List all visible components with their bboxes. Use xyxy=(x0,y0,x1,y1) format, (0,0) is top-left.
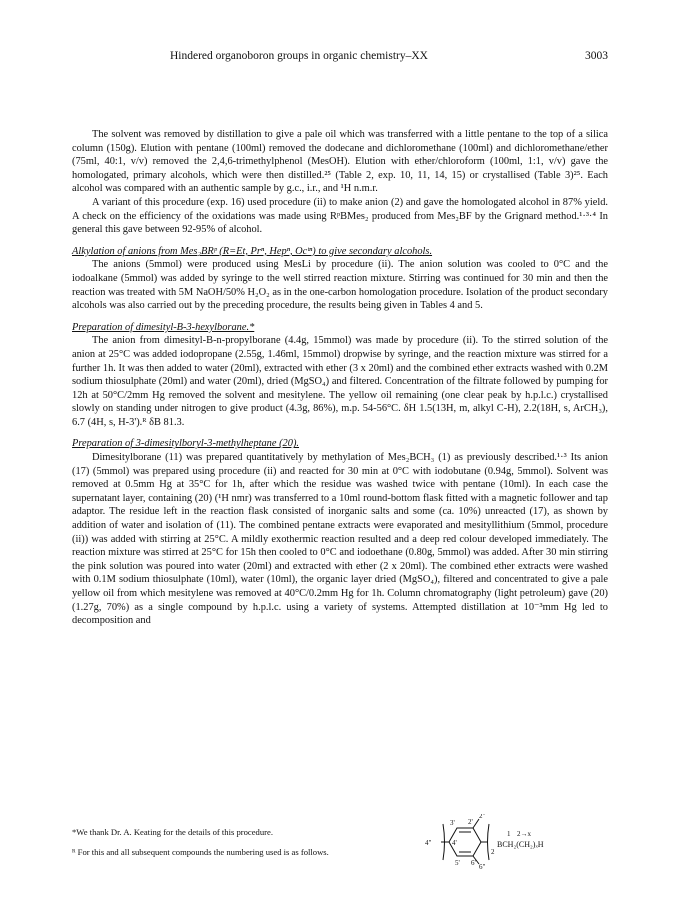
label-2dblprime: 2" xyxy=(479,814,486,820)
label-3prime: 3' xyxy=(450,819,455,827)
boron-chain-formula: BCH₂(CH₂)ₓH xyxy=(497,840,544,849)
paragraph-chromatography: The solvent was removed by distillation to give a pale oil which was transferred with a little pentane to the top of a silica column (150g). Elution with pentane (100ml) removed the dodecane and dichloromethane (100ml) and dichloromethane/ether (75ml, 40:1, v/v) removed the 2,4,6-trimethylphenol (MesOH). Elution with ether/chloroform (100ml, 1:1, v/v) gave the homologated, primary alcohols, which were then distilled.²⁵ (Table 2, exp. 10, 11, 14, 15) or crystallised (Table 3)²⁵. Each alcohol was compared with an authentic sample by g.c., i.r., and ¹H n.m.r. xyxy=(72,129,608,195)
label-4dblprime: 4" xyxy=(425,839,432,847)
page-number: 3003 xyxy=(585,50,608,62)
running-title: Hindered organoboron groups in organic chemistry–XX xyxy=(170,50,428,62)
label-6dblprime: 6" xyxy=(479,863,486,870)
paragraph-variant: A variant of this procedure (exp. 16) used procedure (ii) to make anion (2) and gave the homologated alcohol in 87% yield. A check on the efficiency of the oxidations was made using RᵖBMes₂ produced from Mes₂BF by the Grignard method.¹·³·⁴ In general this gave between 92-95% of alcohol. xyxy=(72,196,608,236)
footnotes xyxy=(72,814,608,870)
numbering-structure-diagram xyxy=(417,814,607,870)
heading-methylheptane-text: Preparation of 3-dimesitylboryl-3-methylheptane (20). xyxy=(72,438,300,450)
body-text xyxy=(72,128,608,628)
heading-alkylation-text: Alkylation of anions from Mes₂BRᵖ (R=Et, Prⁿ, Hepⁿ, Ocᵗⁿ) to give secondary alcohols. xyxy=(72,245,433,257)
label-2-to-x: 2→x xyxy=(517,830,531,838)
section-heading-hexylborane xyxy=(72,321,608,335)
running-header xyxy=(0,50,683,66)
heading-hexylborane-text: Preparation of dimesityl-B-3-hexylborane.* xyxy=(72,321,255,333)
footnote-acknowledgement: *We thank Dr. A. Keating for the details of this procedure. xyxy=(72,827,273,837)
label-2prime: 2' xyxy=(468,818,473,826)
section-heading-methylheptane xyxy=(72,437,608,451)
paragraph-alkylation: The anions (5mmol) were produced using MesLi by procedure (ii). The anion solution was cooled to 0°C and the iodoalkane (5mmol) was added by syringe to the well stirred reaction mixture. Stirring was continued for 30 min and then the reaction was treated with 5M NaOH/50% H₂O₂ as in the one-carbon homologation procedure. Isolation of the product secondary alcohols was also carried out by the preceding procedure, the results being given in Tables 4 and 5. xyxy=(72,259,608,312)
label-4prime: 4' xyxy=(452,839,457,847)
label-6prime: 6' xyxy=(471,859,476,867)
paragraph-hexylborane: The anion from dimesityl-B-n-propylborane (4.4g, 15mmol) was made by procedure (ii). To the stirred solution of the anion at 25°C was added iodopropane (2.55g, 1.46ml, 15mmol) dropwise by syringe, and the reaction mixture was stirred for a further 1h. It was then added to water (20ml), extracted with ether (3 x 20ml) and the combined ether extracts washed with 0.2M sodium thiosulphate (20ml) and water (20ml), dried (MgSO₄) and filtered. Concentration of the filtrate followed by pumping for 12h at 50°C/2mm Hg removed the solvent and mesitylene. The yellow oil remaining (one clear peak by h.p.l.c.) crystallised slowly on standing under nitrogen to give product (4.3g, 86%), m.p. 54-56°C. δH 1.5(13H, m, alkyl C-H), 2.2(18H, s, ArCH₃), 6.7 (4H, s, H-3').ᴿ δB 81.3. xyxy=(72,335,608,428)
label-5prime: 5' xyxy=(455,859,460,867)
section-heading-alkylation xyxy=(72,245,608,259)
footnote-numbering: ᴿ For this and all subsequent compounds the numbering used is as follows. xyxy=(72,847,329,857)
label-1: 1 xyxy=(507,830,511,838)
ring-count-subscript: 2 xyxy=(491,848,495,856)
paragraph-methylheptane: Dimesitylborane (11) was prepared quantitatively by methylation of Mes₂BCH₃ (1) as previously described.¹·³ Its anion (17) (5mmol) was prepared using procedure (ii) and reacted for 30 min at 0°C with iodobutane (0.94g, 5mmol). Solvent was removed at 0.5mm Hg at 35°C for 1h, after which the residue was washed twice with pentane (10ml). In each case the supernatant layer, containing (20) (¹H nmr) was transferred to a 10ml round-bottom flask fitted with a magnetic follower and tap adaptor. The residue left in the reaction flask consisted of inorganic salts and some (ca. 10%) unreacted (17), as shown by addition of water and isolation of (11). The combined pentane extracts were evaporated and mesityllithium (5mmol, procedure (ii)) was added with stirring at 25°C. A mildly exothermic reaction resulted and a deep red colour developed immediately. The reaction mixture was stirred at 25°C for 15h then cooled to 0°C and iodoethane (0.80g, 5mmol) was added. After 30 min stirring the pink solution was poured into water (20ml) and extracted with ether (2 x 20ml). The combined ether extracts were washed with 0.1M sodium thiosulphate (10ml), water (10ml), the organic layer dried (MgSO₄), filtered and concentrated to give a pale yellow oil from which mesitylene was removed at 40°C/0.2mm Hg for 1h. Column chromatography (light petroleum) gave (20) (1.27g, 70%) as a single compound by h.p.l.c. using a variety of systems. Attempted distillation at 10⁻³mm Hg led to decomposition and xyxy=(72,452,608,627)
